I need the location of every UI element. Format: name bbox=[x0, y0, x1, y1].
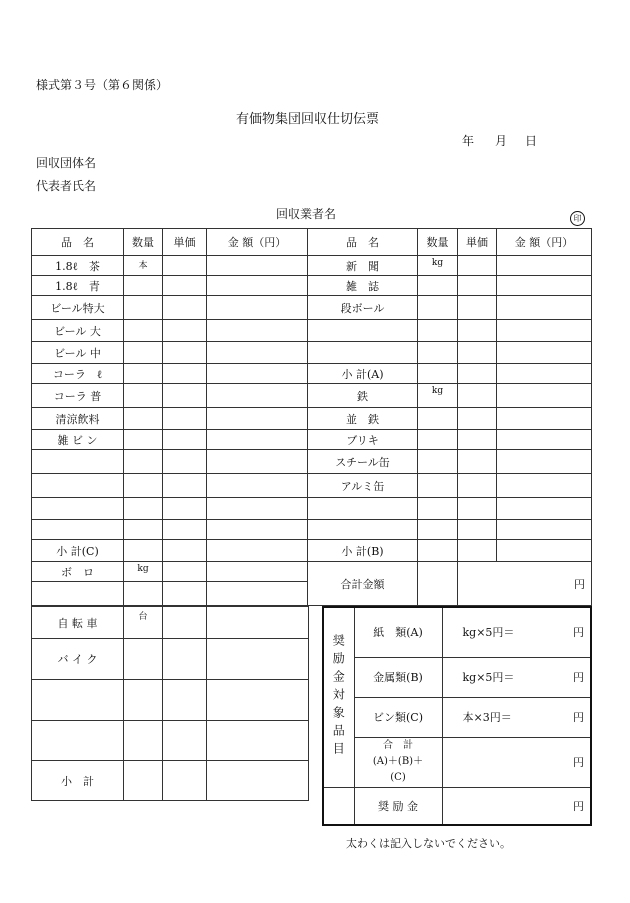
item-name bbox=[308, 342, 418, 364]
amount-cell[interactable] bbox=[497, 364, 592, 384]
column-header: 単価 bbox=[458, 229, 497, 256]
bonus-table bbox=[322, 606, 592, 826]
page-title: 有価物集団回収仕切伝票 bbox=[236, 112, 380, 127]
column-header: 品 名 bbox=[308, 229, 418, 256]
item-name bbox=[308, 498, 418, 520]
quantity-cell[interactable] bbox=[124, 364, 163, 384]
bonus-sum-row bbox=[323, 737, 591, 787]
item-name: 雑 誌 bbox=[308, 276, 418, 296]
quantity-cell[interactable] bbox=[124, 430, 163, 450]
table-row bbox=[32, 680, 309, 721]
item-name: 小 計 bbox=[32, 761, 124, 801]
unit-price-cell[interactable] bbox=[458, 498, 497, 520]
unit-price-cell[interactable] bbox=[163, 474, 207, 498]
quantity-cell[interactable]: kg bbox=[418, 384, 458, 408]
quantity-cell[interactable] bbox=[418, 430, 458, 450]
table-row bbox=[32, 540, 592, 562]
amount-cell[interactable] bbox=[497, 430, 592, 450]
quantity-cell[interactable] bbox=[418, 474, 458, 498]
item-name: ビール 大 bbox=[32, 320, 124, 342]
table-row bbox=[32, 364, 592, 384]
item-name bbox=[32, 721, 124, 761]
quantity-cell[interactable] bbox=[124, 342, 163, 364]
quantity-cell[interactable]: 本 bbox=[124, 256, 163, 276]
amount-cell[interactable] bbox=[207, 680, 309, 721]
unit-price-cell[interactable] bbox=[163, 342, 207, 364]
bonus-category: 紙 類(A) bbox=[354, 607, 442, 657]
unit-price-cell[interactable] bbox=[163, 320, 207, 342]
item-name bbox=[32, 474, 124, 498]
table-row bbox=[32, 761, 309, 801]
item-name: 小 計(C) bbox=[32, 540, 124, 562]
bonus-sum-unit[interactable]: 円 bbox=[442, 737, 591, 787]
amount-cell[interactable] bbox=[207, 296, 308, 320]
table-row bbox=[32, 384, 592, 408]
amount-cell[interactable] bbox=[497, 256, 592, 276]
amount-cell[interactable] bbox=[497, 408, 592, 430]
quantity-cell[interactable] bbox=[124, 408, 163, 430]
table-row bbox=[32, 498, 592, 520]
unit-price-cell[interactable] bbox=[163, 520, 207, 540]
table-row bbox=[32, 408, 592, 430]
item-name: ビール特大 bbox=[32, 296, 124, 320]
amount-cell[interactable] bbox=[497, 498, 592, 520]
bonus-row bbox=[323, 697, 591, 737]
column-header: 単価 bbox=[163, 229, 207, 256]
table-row bbox=[32, 320, 592, 342]
amount-cell[interactable] bbox=[497, 296, 592, 320]
unit-price-cell[interactable] bbox=[163, 430, 207, 450]
item-name: コーラ ℓ bbox=[32, 364, 124, 384]
total-label: 合計金額 bbox=[308, 562, 418, 606]
table-row bbox=[32, 450, 592, 474]
amount-cell[interactable] bbox=[497, 540, 592, 562]
quantity-cell[interactable] bbox=[418, 450, 458, 474]
unit-price-cell[interactable] bbox=[163, 384, 207, 408]
quantity-cell[interactable] bbox=[124, 520, 163, 540]
amount-cell[interactable] bbox=[207, 474, 308, 498]
amount-cell[interactable] bbox=[207, 430, 308, 450]
unit-price-cell[interactable] bbox=[458, 364, 497, 384]
unit-price-cell[interactable] bbox=[458, 276, 497, 296]
quantity-cell[interactable] bbox=[124, 320, 163, 342]
item-name: 清涼飲料 bbox=[32, 408, 124, 430]
unit-price-cell[interactable] bbox=[163, 721, 207, 761]
quantity-cell[interactable] bbox=[124, 582, 163, 606]
amount-cell[interactable] bbox=[207, 384, 308, 408]
amount-cell[interactable] bbox=[207, 562, 308, 582]
table-row bbox=[32, 256, 592, 276]
amount-cell[interactable] bbox=[497, 520, 592, 540]
amount-cell[interactable] bbox=[497, 474, 592, 498]
table-row bbox=[32, 342, 592, 364]
quantity-cell[interactable] bbox=[124, 296, 163, 320]
quantity-cell[interactable]: 台 bbox=[124, 607, 163, 639]
quantity-cell[interactable] bbox=[124, 721, 163, 761]
item-name bbox=[32, 498, 124, 520]
representative-label: 代表者氏名 bbox=[36, 179, 97, 193]
item-name bbox=[32, 520, 124, 540]
amount-cell[interactable] bbox=[207, 582, 308, 606]
bonus-formula: kg×5円＝ bbox=[462, 671, 515, 684]
item-name: 1.8ℓ 茶 bbox=[32, 256, 124, 276]
quantity-cell[interactable] bbox=[418, 320, 458, 342]
quantity-cell[interactable]: kg bbox=[124, 562, 163, 582]
quantity-cell[interactable] bbox=[124, 384, 163, 408]
item-name: 1.8ℓ 青 bbox=[32, 276, 124, 296]
bonus-blank-cell bbox=[323, 787, 354, 825]
bonus-sum-label bbox=[354, 737, 442, 787]
table-row bbox=[32, 474, 592, 498]
column-header: 数量 bbox=[418, 229, 458, 256]
bonus-formula-cell[interactable] bbox=[442, 657, 591, 697]
column-header: 金 額（円） bbox=[497, 229, 592, 256]
quantity-cell[interactable] bbox=[418, 296, 458, 320]
table-row bbox=[32, 520, 592, 540]
item-name: スチール缶 bbox=[308, 450, 418, 474]
unit-price-cell[interactable] bbox=[458, 540, 497, 562]
bonus-row bbox=[323, 607, 591, 657]
column-header: 数量 bbox=[124, 229, 163, 256]
item-name: ブリキ bbox=[308, 430, 418, 450]
amount-cell[interactable] bbox=[497, 450, 592, 474]
unit-price-cell[interactable] bbox=[458, 342, 497, 364]
group-name-label: 回収団体名 bbox=[36, 156, 97, 170]
seal-icon: 印 bbox=[570, 211, 585, 226]
bonus-reward-label: 奨 励 金 bbox=[354, 787, 442, 825]
item-name: ビール 中 bbox=[32, 342, 124, 364]
bonus-formula-cell[interactable] bbox=[442, 697, 591, 737]
unit-price-cell[interactable] bbox=[163, 607, 207, 639]
quantity-cell[interactable] bbox=[124, 540, 163, 562]
table-header-row bbox=[32, 229, 592, 256]
quantity-cell[interactable] bbox=[124, 680, 163, 721]
quantity-cell[interactable] bbox=[124, 498, 163, 520]
table-row bbox=[32, 607, 309, 639]
bonus-unit: 円 bbox=[573, 671, 584, 684]
amount-cell[interactable] bbox=[207, 320, 308, 342]
item-name: 並 鉄 bbox=[308, 408, 418, 430]
table-row bbox=[32, 562, 592, 582]
unit-price-cell[interactable] bbox=[458, 520, 497, 540]
date-day-label: 日 bbox=[525, 134, 538, 148]
item-name: 雑 ビ ン bbox=[32, 430, 124, 450]
bonus-formula-cell[interactable] bbox=[442, 607, 591, 657]
unit-price-cell[interactable] bbox=[163, 256, 207, 276]
unit-price-cell[interactable] bbox=[163, 680, 207, 721]
quantity-cell[interactable] bbox=[418, 342, 458, 364]
amount-cell[interactable] bbox=[207, 498, 308, 520]
table-row bbox=[32, 721, 309, 761]
amount-cell[interactable] bbox=[207, 408, 308, 430]
unit-price-cell[interactable] bbox=[163, 761, 207, 801]
unit-price-cell[interactable] bbox=[458, 430, 497, 450]
column-header: 品 名 bbox=[32, 229, 124, 256]
bonus-unit: 円 bbox=[573, 626, 584, 640]
bonus-side-text: 奨励金対象品目 bbox=[331, 634, 346, 761]
column-header: 金 額（円） bbox=[207, 229, 308, 256]
main-table bbox=[31, 228, 592, 606]
unit-price-cell[interactable] bbox=[163, 364, 207, 384]
table-row bbox=[32, 296, 592, 320]
item-name bbox=[32, 450, 124, 474]
quantity-cell[interactable] bbox=[418, 276, 458, 296]
item-name bbox=[32, 680, 124, 721]
total-amount-unit: 円 bbox=[458, 562, 592, 606]
quantity-cell[interactable] bbox=[124, 276, 163, 296]
amount-cell[interactable] bbox=[207, 540, 308, 562]
quantity-cell[interactable]: kg bbox=[418, 256, 458, 276]
item-name: アルミ缶 bbox=[308, 474, 418, 498]
item-name bbox=[32, 582, 124, 606]
unit-price-cell[interactable] bbox=[458, 450, 497, 474]
bonus-category: 金属類(B) bbox=[354, 657, 442, 697]
unit-price-cell[interactable] bbox=[163, 582, 207, 606]
item-name: 新 聞 bbox=[308, 256, 418, 276]
amount-cell[interactable] bbox=[207, 761, 309, 801]
amount-cell[interactable] bbox=[497, 320, 592, 342]
quantity-cell[interactable] bbox=[124, 761, 163, 801]
footnote: 太わくは記入しないでください。 bbox=[346, 837, 511, 850]
unit-price-cell[interactable] bbox=[458, 320, 497, 342]
unit-price-cell[interactable] bbox=[458, 384, 497, 408]
item-name: コーラ 普 bbox=[32, 384, 124, 408]
amount-cell[interactable] bbox=[207, 450, 308, 474]
bonus-side-label bbox=[323, 607, 354, 787]
amount-cell[interactable] bbox=[207, 607, 309, 639]
unit-price-cell[interactable] bbox=[163, 540, 207, 562]
amount-cell[interactable] bbox=[207, 520, 308, 540]
quantity-cell[interactable] bbox=[124, 639, 163, 680]
amount-cell[interactable] bbox=[207, 342, 308, 364]
item-name: 小 計(B) bbox=[308, 540, 418, 562]
amount-cell[interactable] bbox=[207, 721, 309, 761]
unit-price-cell[interactable] bbox=[163, 639, 207, 680]
item-name: 鉄 bbox=[308, 384, 418, 408]
amount-cell[interactable] bbox=[207, 364, 308, 384]
amount-cell[interactable] bbox=[497, 384, 592, 408]
quantity-cell[interactable] bbox=[418, 408, 458, 430]
unit-price-cell[interactable] bbox=[163, 562, 207, 582]
table-row bbox=[32, 639, 309, 680]
bonus-sum-label-line: (A)＋(B)＋ bbox=[372, 756, 424, 767]
bonus-sum-label-line: (C) bbox=[390, 772, 406, 783]
bonus-reward-unit[interactable]: 円 bbox=[442, 787, 591, 825]
quantity-cell[interactable] bbox=[124, 450, 163, 474]
seal-mark bbox=[570, 206, 585, 226]
unit-price-cell[interactable] bbox=[163, 450, 207, 474]
amount-cell[interactable] bbox=[207, 639, 309, 680]
quantity-cell[interactable] bbox=[418, 364, 458, 384]
item-name: 小 計(A) bbox=[308, 364, 418, 384]
quantity-cell[interactable] bbox=[418, 498, 458, 520]
bonus-sum-label-line: 合 計 bbox=[383, 740, 413, 751]
bonus-formula: 本×3円＝ bbox=[462, 711, 512, 724]
unit-price-cell[interactable] bbox=[458, 408, 497, 430]
table-row bbox=[32, 276, 592, 296]
unit-price-cell[interactable] bbox=[163, 296, 207, 320]
collector-label: 回収業者名 bbox=[276, 207, 337, 221]
table-row bbox=[32, 430, 592, 450]
unit-price-cell[interactable] bbox=[458, 296, 497, 320]
amount-cell[interactable] bbox=[497, 342, 592, 364]
bonus-row bbox=[323, 657, 591, 697]
quantity-cell[interactable] bbox=[124, 474, 163, 498]
amount-cell[interactable] bbox=[497, 276, 592, 296]
amount-cell[interactable] bbox=[207, 276, 308, 296]
date-month-label: 月 bbox=[495, 134, 508, 148]
total-quantity-cell[interactable] bbox=[418, 562, 458, 606]
unit-price-cell[interactable] bbox=[163, 408, 207, 430]
item-name: バ イ ク bbox=[32, 639, 124, 680]
item-name: 自 転 車 bbox=[32, 607, 124, 639]
vehicle-table bbox=[31, 606, 309, 801]
item-name bbox=[308, 320, 418, 342]
item-name: 段ボール bbox=[308, 296, 418, 320]
amount-cell[interactable] bbox=[207, 256, 308, 276]
item-name bbox=[308, 520, 418, 540]
unit-price-cell[interactable] bbox=[458, 256, 497, 276]
bonus-formula: kg×5円＝ bbox=[462, 626, 515, 640]
quantity-cell[interactable] bbox=[418, 520, 458, 540]
quantity-cell[interactable] bbox=[418, 540, 458, 562]
bonus-category: ビン類(C) bbox=[354, 697, 442, 737]
bonus-reward-row bbox=[323, 787, 591, 825]
bonus-unit: 円 bbox=[573, 711, 584, 724]
form-number: 様式第３号（第６関係） bbox=[36, 78, 169, 92]
unit-price-cell[interactable] bbox=[163, 498, 207, 520]
unit-price-cell[interactable] bbox=[163, 276, 207, 296]
item-name: ボ ロ bbox=[32, 562, 124, 582]
date-year-label: 年 bbox=[462, 134, 475, 148]
unit-price-cell[interactable] bbox=[458, 474, 497, 498]
